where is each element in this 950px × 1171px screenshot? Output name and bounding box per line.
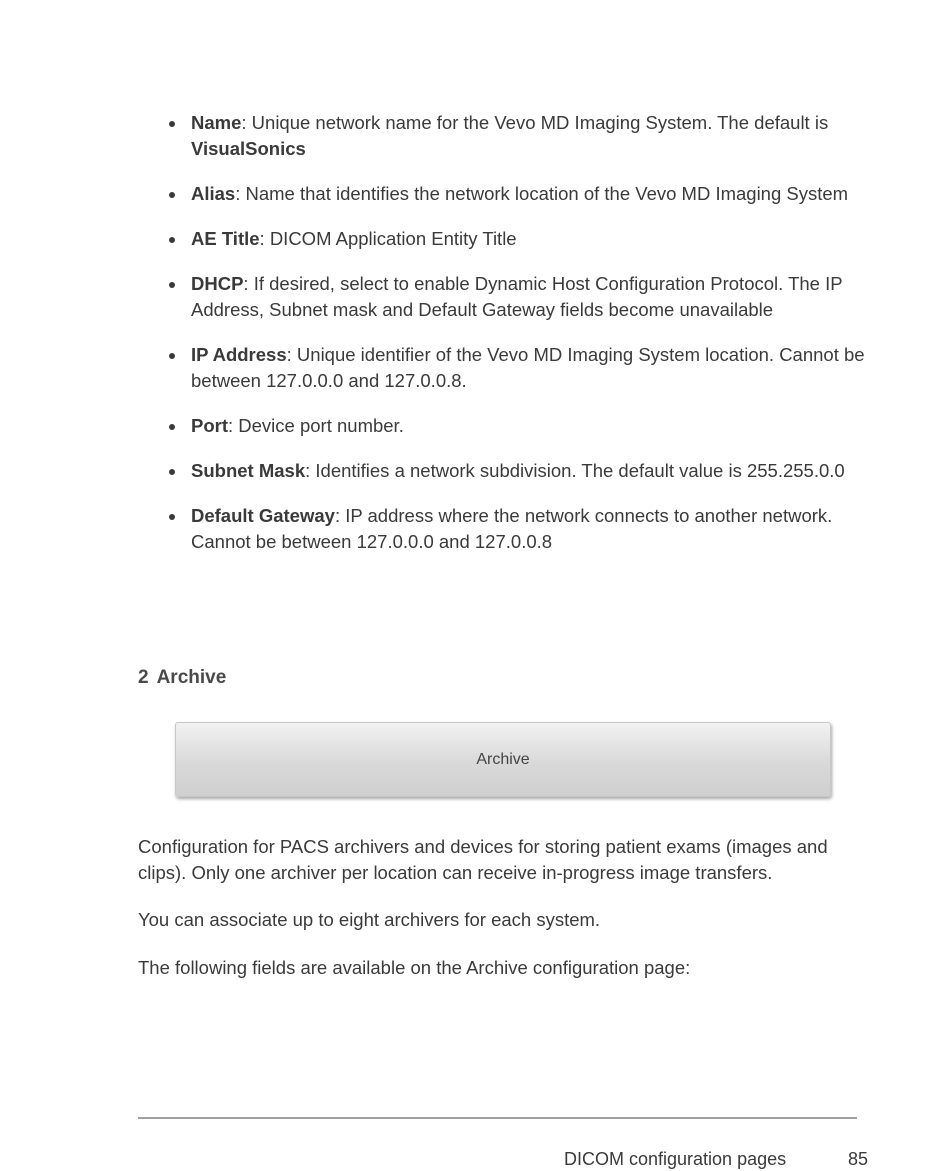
list-item [168,271,868,323]
field-term: DHCP [191,273,244,294]
list-item [168,342,868,394]
bullet-icon [169,237,175,243]
field-description: : Identifies a network subdivision. The default value is 255.255.0.0 [305,460,845,481]
list-item [168,458,868,484]
bullet-icon [169,192,175,198]
field-description: : Unique identifier of the Vevo MD Imaging System location. Cannot be between 127.0.0.0 and 127.0.0.8. [191,344,865,391]
bullet-icon [169,469,175,475]
field-description: : Unique network name for the Vevo MD Imaging System. The default is [241,112,829,133]
field-description: : DICOM Application Entity Title [259,228,517,249]
fields-intro-paragraph: The following fields are available on the Archive configuration page: [138,957,691,978]
footer-section-title: DICOM configuration pages [564,1149,787,1169]
field-description: : Name that identifies the network location of the Vevo MD Imaging System [235,183,849,204]
page-number: 85 [848,1149,869,1169]
field-term: Alias [191,183,236,204]
field-description: : IP address where the network connects to another network. Cannot be between 127.0.0.0 and 127.0.0.8 [191,505,833,552]
field-description: : If desired, select to enable Dynamic Host Configuration Protocol. The IP Address, Subnet mask and Default Gateway fields become unavailable [191,273,843,320]
section-number: 2 [138,667,149,688]
list-item [168,413,868,439]
bullet-icon [169,424,175,430]
bullet-icon [169,282,175,288]
field-default-value: VisualSonics [191,138,306,159]
field-term: Port [191,415,228,436]
archive-description-paragraph: Configuration for PACS archivers and devices for storing patient exams (images and clips). Only one archiver per location can receive in-progress image transfers. [138,836,828,883]
field-term: Subnet Mask [191,460,306,481]
archive-button[interactable]: Archive [175,722,831,797]
field-term: IP Address [191,344,287,365]
footer-divider [138,1117,857,1119]
bullet-icon [169,514,175,520]
list-item [168,226,868,252]
archivers-limit-paragraph: You can associate up to eight archivers for each system. [138,909,601,930]
field-term: Default Gateway [191,505,335,526]
section-title: Archive [156,667,227,688]
field-description: : Device port number. [228,415,404,436]
section-heading [138,665,226,691]
list-item [168,503,868,555]
field-term: Name [191,112,242,133]
network-fields-list [168,110,868,574]
field-term: AE Title [191,228,260,249]
bullet-icon [169,121,175,127]
list-item [168,110,868,162]
list-item [168,181,868,207]
bullet-icon [169,353,175,359]
